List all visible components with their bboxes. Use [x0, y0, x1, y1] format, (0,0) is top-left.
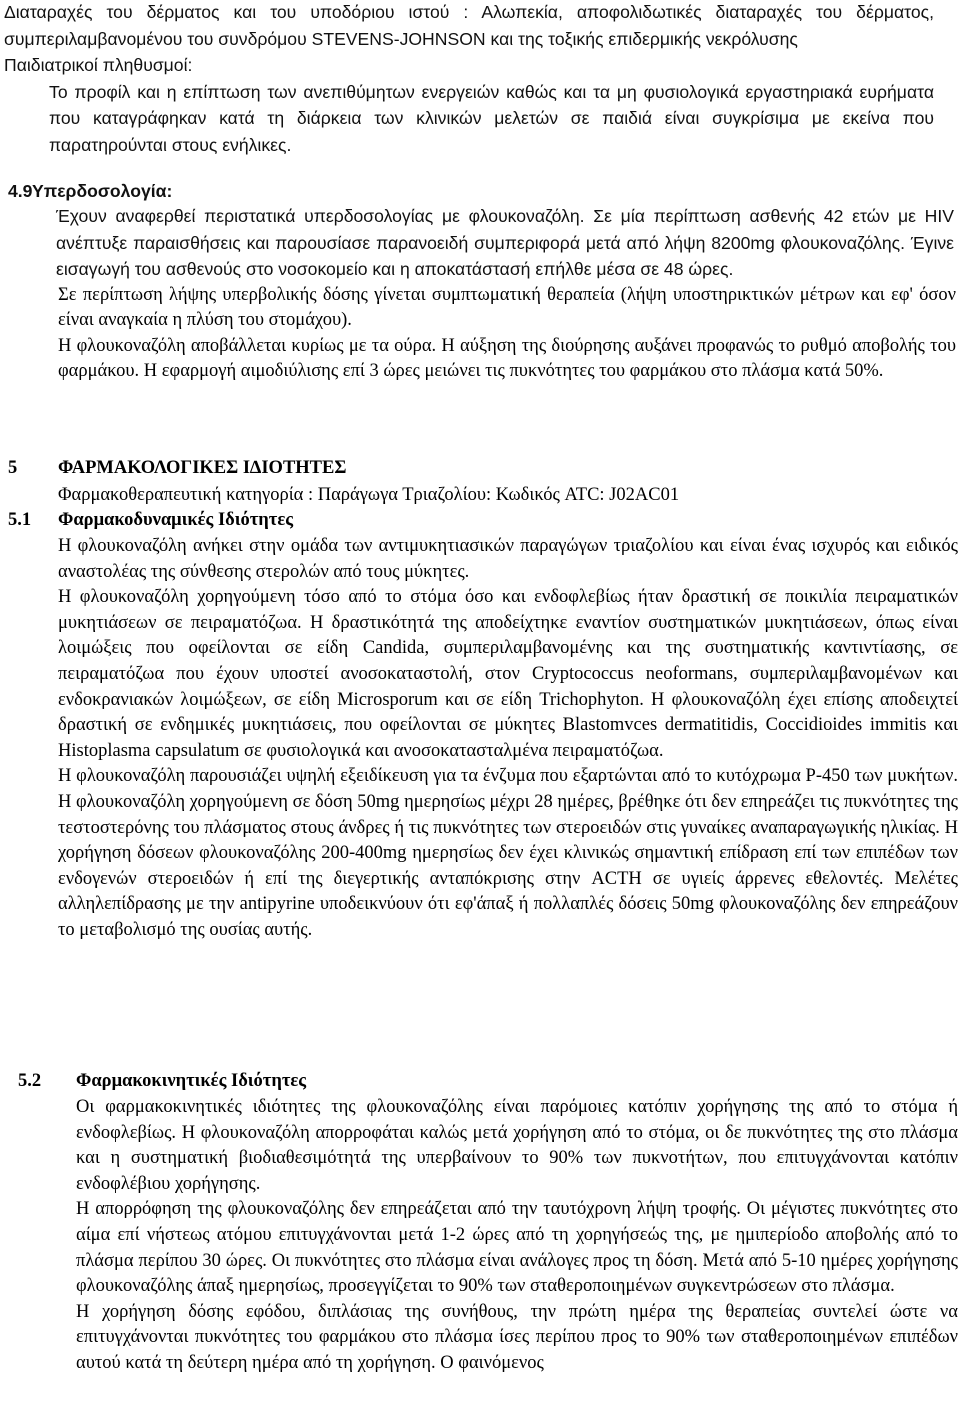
adverse-effects-block [4, 0, 934, 158]
overdose-paragraph-2: Σε περίπτωση λήψης υπερβολικής δόσης γίνεται συμπτωματική θεραπεία (λήψη υποστηρικτικών μέτρων και εφ' όσον είναι αναγκαία η πλύση του στομάχου). [58, 284, 956, 331]
section-number: 4.9 [8, 181, 33, 201]
section-pharmacodynamics [8, 508, 958, 944]
pharmacokinetics-paragraph-1: Οι φαρμακοκινητικές ιδιότητες της φλουκοναζόλης είναι παρόμοιες κατόπιν χορήγησης της από το στόμα ή ενδοφλεβίως. Η φλουκοναζόλη απορροφάται καλώς μετά χορήγηση από το στόμα, οι δε πυκνότητες της στο πλάσμα και η συστηματική βιοδιαθεσιμότητά της υπερβαίνουν το 90% των πυκνοτήτων, που επιτυγχάνονται κατόπιν ενδοφλέβιου χορήγησης. [76, 1097, 958, 1194]
section-pharmacokinetics [18, 1069, 958, 1377]
pharmacokinetics-paragraph-2: Η απορρόφηση της φλουκοναζόλης δεν επηρεάζεται από την ταυτόχρονη λήψη τροφής. Οι μέγιστες πυκνότητες στο αίμα επί νήστεως ατόμου επιτυγχάνονται μετά 1-2 ώρες από τη χορηγήσεώς της, με ημιπερίοδο αποβολής από το πλάσμα περίπου 30 ώρες. Οι πυκνότητες στο πλάσμα είναι ανάλογες προς τη δόση. Μετά από 5-10 ημέρες χορήγησης φλουκοναζόλης άπαξ ημερησίως, προσεγγίζεται το 90% των σταθεροποιημένων συγκεντρώσεων στο πλάσμα. [76, 1199, 958, 1297]
pharmacodynamics-paragraph-2: Η φλουκοναζόλη χορηγούμενη τόσο από το στόμα όσο και ενδοφλεβίως ήταν δραστική σε ποικιλία πειραματικών μυκητιάσεων σε πειραματόζωα. Η δραστικότητά της αποδείχτηκε εναντίον συστηματικών μυκητιάσεων, όπως είναι λοιμώξεις που οφείλονται σε είδη Candida, συμπεριλαμβανομένης και της συστηματικής καντιντίασης, σε πειραματόζωα που έχουν υποστεί ανοσοκαταστολή, στον Cryptococcus neoformans, συμπεριλαμβανομένων και ενδοκρανιακών λοιμώξεων, σε είδη Microsporum και σε είδη Trichophyton. Η φλουκοναζόλη έχει επίσης αποδειχτεί δραστική σε ενδημικές μυκητιάσεις, που οφείλονται σε μύκητες Blastomvces dermatitidis, Coccidioides immitis και Histoplasma capsulatum σε φυσιολογικά και ανοσοκατασταλμένα πειραματόζωα. [58, 587, 958, 761]
section-title: Υπερδοσολογία: [32, 181, 173, 201]
section-overdose [8, 178, 958, 385]
section-number: 5.2 [18, 1071, 42, 1091]
skin-disorders-paragraph: Διαταραχές του δέρματος και του υποδόριου ιστού : Αλωπεκία, αποφολιδωτικές διαταραχές του δέρματος, συμπεριλαμβανομένου του συνδρόμου STEVENS-JOHNSON και της τοξικής επιδερμικής νεκρόλυσης [4, 2, 934, 49]
section-number: 5 [8, 458, 18, 478]
section-pharmacological [8, 456, 958, 509]
overdose-paragraph-3: Η φλουκοναζόλη αποβάλλεται κυρίως με τα ούρα. Η αύξηση της διούρησης αυξάνει προφανώς το ρυθμό αποβολής του φαρμάκου. Η εφαρμογή αιμοδιύλισης επί 3 ώρες μειώνει τις πυκνότητες του φαρμάκου στο πλάσμα κατά 50%. [58, 335, 956, 382]
pharmacodynamics-paragraph-3: Η φλουκοναζόλη παρουσιάζει υψηλή εξειδίκευση για τα ένζυμα που εξαρτώνται από το κυτόχρωμα P-450 των μυκήτων. Η φλουκοναζόλη χορηγούμενη σε δόση 50mg ημερησίως μέχρι 28 ημέρες, βρέθηκε ότι δεν επηρεάζει τις πυκνότητες της τεστοστερόνης του πλάσματος στους άνδρες ή τις πυκνότητες των στεροειδών στις γυναίκες αναπαραγωγικής ηλικίας. Η χορήγηση δόσεων φλουκοναζόλης 200-400mg ημερησίως δεν έχει κλινικώς σημαντική επίδραση επί των επιπέδων των ενδογενών στεροειδών ή επί της διεγερτικής ανταπόκρισης στην ACTH σε υγιείς άρρενες εθελοντές. Μελέτες αλληλεπίδρασης με την antipyrine υποδεικνύουν ότι εφ'άπαξ ή πολλαπλές δόσεις 50mg φλουκοναζόλης δεν επηρεάζουν το μεταβολισμό της ουσίας αυτής. [58, 766, 958, 940]
section-number: 5.1 [8, 510, 32, 530]
pediatric-paragraph: Το προφίλ και η επίπτωση των ανεπιθύμητων ενεργειών καθώς και τα μη φυσιολογικά εργαστηριακά ευρήματα που καταγράφηκαν κατά τη διάρκεια των κλινικών μελετών σε παιδιά είναι συγκρίσιμα με εκείνα που παρατηρούνται στους ενήλικες. [49, 81, 934, 155]
section-title: ΦΑΡΜΑΚΟΛΟΓΙΚΕΣ Ι∆ΙΟΤΗΤΕΣ [58, 458, 347, 478]
pharmacokinetics-paragraph-3: Η χορήγηση δόσης εφόδου, διπλάσιας της συνήθους, την πρώτη ημέρα της θεραπείας συντελεί ώστε να επιτυγχάνονται πυκνότητες του φαρμάκου στο πλάσμα ίσες περίπου προς το 90% των σταθεροποιημένων επιπέδων αυτού κατά τη δεύτερη ημέρα από τη χορήγηση. Ο φαινόμενος [76, 1301, 958, 1373]
pharmacotherapeutic-category: Φαρμακοθεραπευτική κατηγορία : Παράγωγα Τριαζολίου: Κωδικός ATC: J02AC01 [58, 485, 680, 505]
overdose-paragraph-1: Έχουν αναφερθεί περιστατικά υπερδοσολογίας με φλουκοναζόλη. Σε μία περίπτωση ασθενής 42 ετών με HIV ανέπτυξε παραισθήσεις και παρουσίασε παρανοειδή συμπεριφορά μετά από λήψη 8200mg φλουκοναζόλης. Έγινε εισαγωγή του ασθενούς στο νοσοκομείο και η αποκατάστασή επήλθε μέσα σε 48 ώρες. [56, 206, 954, 279]
section-title: Φαρμακοδυναμικές Ιδιότητες [58, 510, 294, 530]
section-title: Φαρμακοκινητικές Ιδιότητες [76, 1071, 307, 1091]
pediatric-heading: Παιδιατρικοί πληθυσμοί: [4, 55, 193, 75]
pharmacodynamics-paragraph-1: Η φλουκοναζόλη ανήκει στην ομάδα των αντιμυκητιασικών παραγώγων τριαζολίου και είναι ένας ισχυρός και ειδικός αναστολέας της σύνθεσης στερολών από τους μύκητες. [58, 536, 958, 582]
